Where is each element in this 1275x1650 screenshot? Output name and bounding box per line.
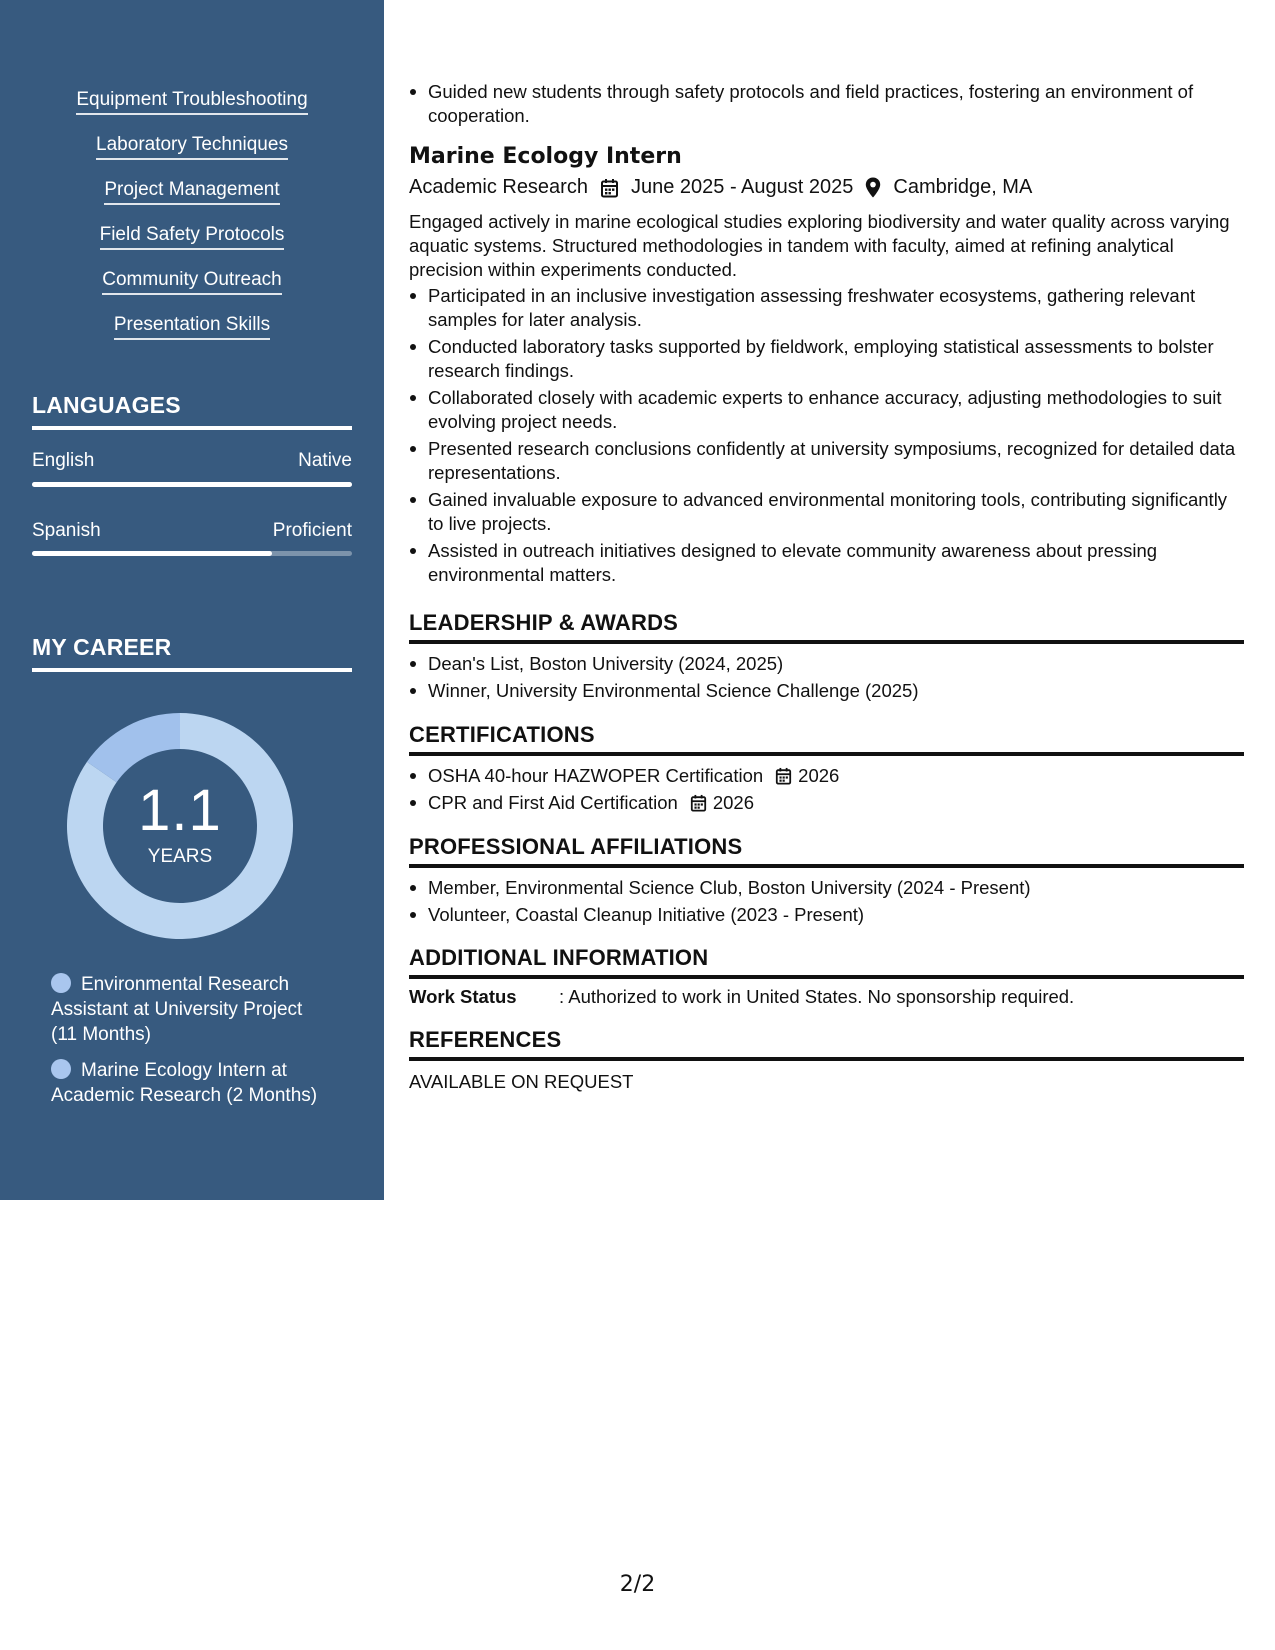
language-bar-fill xyxy=(32,551,272,556)
page-number: 2/2 xyxy=(619,1572,656,1597)
list-item xyxy=(409,764,1244,788)
language-row-english xyxy=(32,450,352,472)
list-item: Winner, University Environmental Science Challenge (2025) xyxy=(409,679,1244,703)
role-location: Cambridge, MA xyxy=(893,176,1033,198)
language-bar-fill xyxy=(32,482,352,487)
language-name: Spanish xyxy=(32,520,101,541)
list-item: Collaborated closely with academic experts to enhance accuracy, adjusting methodologies to suit evolving project needs. xyxy=(409,386,1244,434)
cert-year: 2026 xyxy=(712,792,754,813)
work-status-value: : Authorized to work in United States. No sponsorship required. xyxy=(559,986,1075,1007)
role-dates: June 2025 - August 2025 xyxy=(630,176,854,198)
list-item: Conducted laboratory tasks supported by fieldwork, employing statistical assessments to bolster research findings. xyxy=(409,335,1244,383)
calendar-icon xyxy=(775,767,792,785)
role-meta xyxy=(409,176,1244,199)
sidebar xyxy=(0,0,384,1200)
languages-heading: LANGUAGES xyxy=(32,392,352,430)
career-legend-item: Environmental Research Assistant at University Project (11 Months) xyxy=(51,974,303,1045)
skill-item: Community Outreach xyxy=(0,266,384,311)
list-item xyxy=(409,791,1244,815)
leadership-heading: LEADERSHIP & AWARDS xyxy=(409,610,1244,644)
list-item: Member, Environmental Science Club, Boston University (2024 - Present) xyxy=(409,876,1244,900)
skill-item: Project Management xyxy=(0,176,384,221)
list-item: Assisted in outreach initiatives designed to elevate community awareness about pressing environmental matters. xyxy=(409,539,1244,587)
language-bar-english xyxy=(32,482,352,487)
list-item: Dean's List, Boston University (2024, 2025) xyxy=(409,652,1244,676)
location-pin-icon xyxy=(865,177,881,198)
language-row-spanish xyxy=(32,520,352,542)
calendar-icon xyxy=(690,794,707,812)
list-item: Gained invaluable exposure to advanced environmental monitoring tools, contributing significantly to live projects. xyxy=(409,488,1244,536)
skill-item: Field Safety Protocols xyxy=(0,221,384,266)
list-item: Presented research conclusions confidently at university symposiums, recognized for detailed data representations. xyxy=(409,437,1244,485)
list-item: Participated in an inclusive investigation assessing freshwater ecosystems, gathering relevant samples for later analysis. xyxy=(409,284,1244,332)
cert-name: OSHA 40-hour HAZWOPER Certification xyxy=(428,765,764,786)
role-company: Academic Research xyxy=(409,176,588,198)
skill-item: Presentation Skills xyxy=(0,311,384,356)
language-level: Proficient xyxy=(272,520,352,541)
work-status-label: Work Status xyxy=(409,986,517,1007)
affiliations-heading: PROFESSIONAL AFFILIATIONS xyxy=(409,834,1244,868)
legend-dot xyxy=(51,1059,71,1079)
certifications-list xyxy=(409,764,1244,815)
career-years-label: YEARS xyxy=(147,846,213,867)
career-heading: MY CAREER xyxy=(32,634,352,672)
list-item: Volunteer, Coastal Cleanup Initiative (2023 - Present) xyxy=(409,903,1244,927)
skill-item: Laboratory Techniques xyxy=(0,131,384,176)
language-level: Native xyxy=(298,450,352,471)
calendar-icon xyxy=(600,178,619,198)
role-description: Engaged actively in marine ecological studies exploring biodiversity and water quality across varying aquatic systems. Structured methodologies in tandem with faculty, aimed at refining analytical precision within experiments conducted. xyxy=(409,211,1230,280)
language-name: English xyxy=(32,450,95,471)
certifications-heading: CERTIFICATIONS xyxy=(409,722,1244,756)
language-bar-spanish xyxy=(32,551,352,556)
career-total-years: 1.1 xyxy=(138,778,222,843)
affiliations-list xyxy=(409,876,1244,927)
work-status-row xyxy=(409,986,1244,1008)
career-legend-item: Marine Ecology Intern at Academic Research (2 Months) xyxy=(51,1060,318,1106)
cert-year: 2026 xyxy=(798,765,840,786)
references-heading: REFERENCES xyxy=(409,1027,1244,1061)
additional-info-heading: ADDITIONAL INFORMATION xyxy=(409,945,1244,979)
cert-name: CPR and First Aid Certification xyxy=(428,792,678,813)
skill-item: Equipment Troubleshooting xyxy=(0,86,384,131)
legend-dot xyxy=(51,973,71,993)
role-title: Marine Ecology Intern xyxy=(409,144,682,169)
role-bullets xyxy=(409,284,1244,587)
references-text: AVAILABLE ON REQUEST xyxy=(409,1071,634,1092)
skills-list xyxy=(0,86,384,356)
previous-role-bullets xyxy=(409,80,1244,128)
list-item: Guided new students through safety protocols and field practices, fostering an environment of cooperation. xyxy=(409,80,1244,128)
leadership-list xyxy=(409,652,1244,703)
